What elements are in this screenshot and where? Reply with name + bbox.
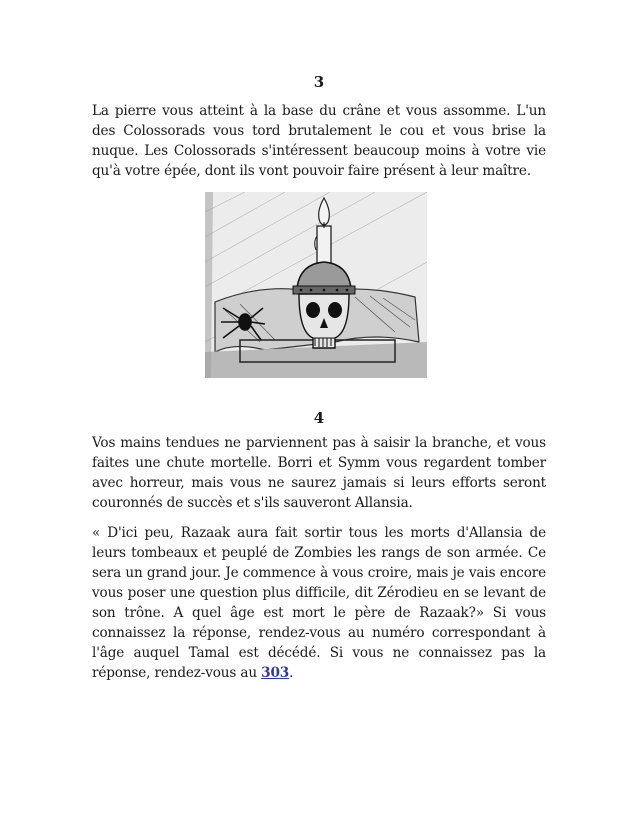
paragraph-3-1: La pierre vous atteint à la base du crâne et vous assomme. L'un des Colossorads vous tord brutalement le cou et vous brise la nuque. Les Colossorads s'intéressent beaucoup moins à votre vie qu'à votre épée, dont ils vont pouvoir faire présent à leur maître. — [92, 103, 546, 179]
paragraph-4-2-end: . — [289, 665, 294, 681]
section-number-3: 3 — [313, 73, 325, 91]
section-3 — [92, 72, 546, 92]
link-303[interactable]: 303 — [261, 665, 290, 681]
section-number-4: 4 — [313, 409, 325, 427]
paragraph-4-2-text: « D'ici peu, Razaak aura fait sortir tous les morts d'Allansia de leurs tombeaux et peuplé de Zombies les rangs de son armée. Ce sera un grand jour. Je commence à vous croire, mais je vais encore vous poser une question plus difficile, dit Zérodieu en se levant de son trône. A quel âge est mort le père de Razaak?» Si vous connaissez la réponse, rendez-vous au numéro correspondant à l'âge auquel Tamal est décédé. Si vous ne connaissez pas la réponse, rendez-vous au — [92, 525, 546, 681]
skull-candle-illustration — [205, 192, 427, 378]
section-3-text — [92, 101, 546, 181]
paragraph-4-1: Vos mains tendues ne parviennent pas à saisir la branche, et vous faites une chute mortelle. Borri et Symm vous regardent tomber avec horreur, mais vous ne saurez jamais si leurs efforts seront couronnés de succès et s'ils sauveront Allansia. — [92, 435, 546, 511]
skull-candle-icon — [205, 192, 427, 378]
section-4-text — [92, 433, 546, 683]
section-4 — [92, 408, 546, 428]
paragraph-4-2 — [92, 523, 546, 683]
